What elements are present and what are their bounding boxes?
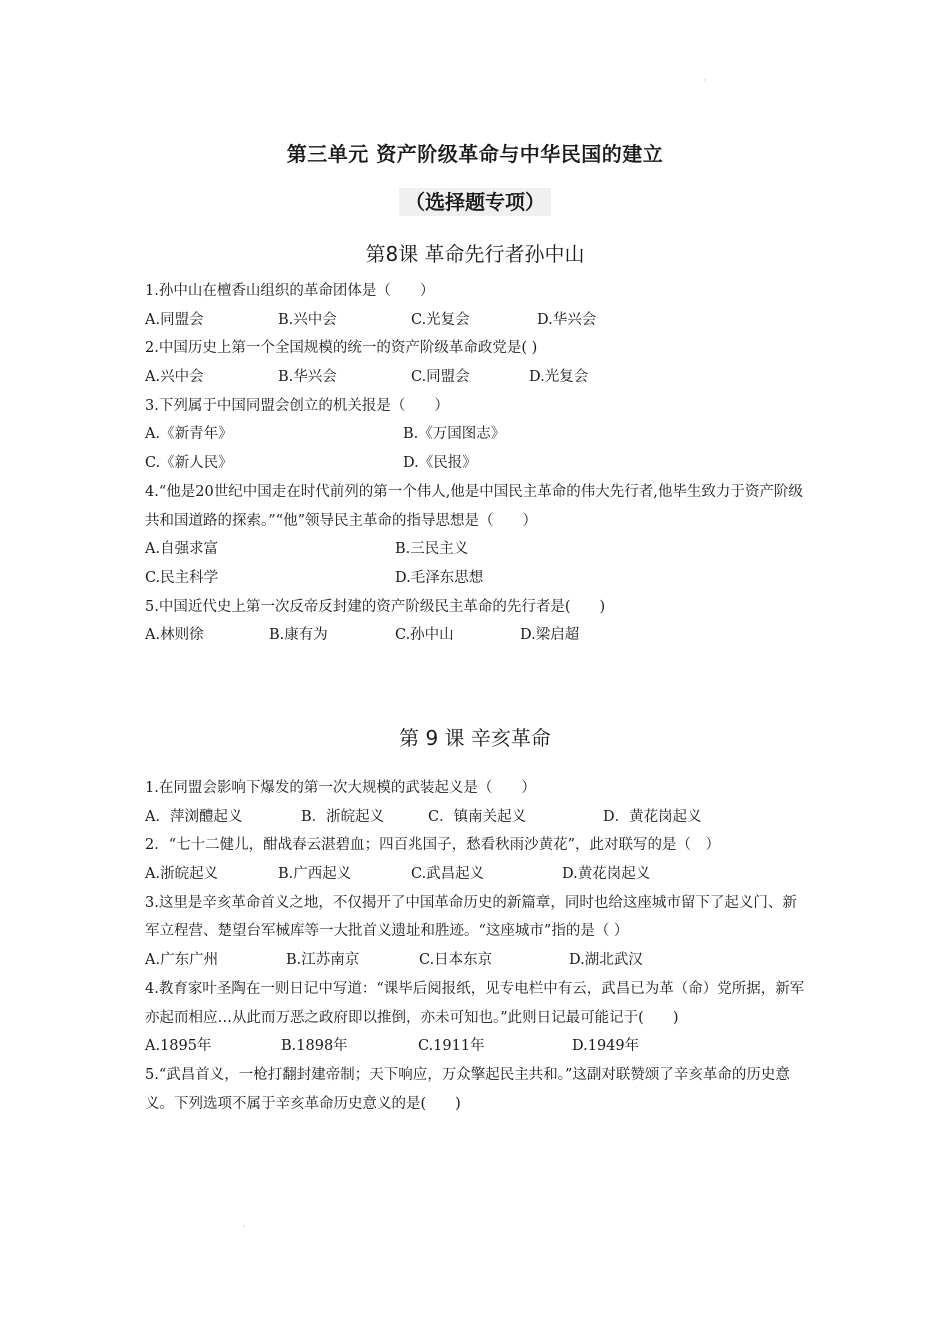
lesson8-questions — [145, 277, 811, 650]
question-options — [145, 860, 811, 889]
question-options — [145, 420, 811, 449]
option-c: C.民主科学 — [145, 569, 219, 586]
question-options — [145, 564, 811, 593]
question-options — [145, 946, 811, 975]
option-d: D.黄花岗起义 — [562, 866, 651, 883]
question-stem: 3.下列属于中国同盟会创立的机关报是（ ） — [145, 397, 449, 414]
option-b: B.《万国图志》 — [403, 426, 506, 443]
option-c: C.1911年 — [418, 1038, 485, 1055]
option-a: A.浙皖起义 — [145, 866, 219, 883]
question-stem: 1.孙中山在檀香山组织的革命团体是（ ） — [145, 283, 435, 299]
subtitle-text: （选择题专项） — [399, 188, 551, 216]
option-a: A.广东广州 — [145, 952, 219, 969]
option-d: D.《民报》 — [403, 455, 477, 472]
option-c: C.同盟会 — [411, 369, 470, 386]
option-c: C.光复会 — [411, 311, 470, 328]
option-c: C.日本东京 — [419, 952, 493, 969]
page-subtitle — [0, 186, 950, 215]
scan-speck: · — [243, 1222, 246, 1231]
question-options — [145, 306, 811, 335]
lesson9-questions — [145, 774, 811, 1118]
option-c: C.《新人民》 — [145, 455, 233, 472]
lesson8-title: 第8课 革命先行者孙中山 — [365, 242, 585, 266]
question-options — [145, 363, 811, 392]
question-stem: 1.在同盟会影响下爆发的第一次大规模的武装起义是（ ） — [145, 780, 536, 796]
option-d: D.毛泽东思想 — [395, 569, 484, 586]
option-d: D.1949年 — [572, 1038, 640, 1055]
question-stem: 4.“他是20世纪中国走在时代前列的第一个伟人,他是中国民主革命的伟大先行者,他毕生致力于资产阶级共和国道路的探索。”“他”领导民主革命的指导思想是（ ） — [145, 483, 803, 529]
option-a: A.林则徐 — [145, 627, 204, 644]
option-a: A．萍浏醴起义 — [145, 808, 243, 825]
option-c: C.孙中山 — [395, 627, 454, 644]
option-b: B.华兴会 — [278, 369, 337, 386]
question-stem: 3.这里是辛亥革命首义之地，不仅揭开了中国革命历史的新篇章，同时也给这座城市留下了起义门、新军立程营、楚望台军械库等一大批首义遗址和胜迹。“这座城市”指的是（ ） — [145, 894, 797, 940]
option-d: D.华兴会 — [537, 311, 597, 328]
question-options — [145, 803, 811, 832]
option-b: B.三民主义 — [395, 541, 469, 558]
option-d: D.光复会 — [529, 369, 589, 386]
option-b: B.康有为 — [269, 627, 328, 644]
page-title: 第三单元 资产阶级革命与中华民国的建立 — [286, 142, 664, 166]
question-stem: 2．“七十二健儿，酣战春云湛碧血；四百兆国子，愁看秋雨沙黄花”，此对联写的是（ ） — [145, 837, 721, 854]
question-options — [145, 449, 811, 478]
question-options — [145, 535, 811, 564]
option-b: B.兴中会 — [278, 311, 337, 328]
question-stem: 2.中国历史上第一个全国规模的统一的资产阶级革命政党是( ) — [145, 340, 538, 357]
option-d: D.湖北武汉 — [569, 952, 643, 969]
option-b: B.广西起义 — [278, 866, 352, 883]
option-c: C．镇南关起义 — [428, 808, 527, 825]
option-a: A.兴中会 — [145, 369, 204, 386]
question-stem: 4.教育家叶圣陶在一则日记中写道：“课毕后阅报纸，见专电栏中有云，武昌已为革（命）党所据，新军亦起而相应…从此而万恶之政府即以推倒，亦未可知也。”此则日记最可能记于( ) — [145, 980, 805, 1026]
option-d: D．黄花岗起义 — [603, 808, 702, 825]
question-options — [145, 1032, 811, 1061]
lesson9-title: 第 9 课 辛亥革命 — [399, 726, 551, 750]
option-a: A.1895年 — [145, 1038, 212, 1055]
option-b: B.1898年 — [281, 1038, 348, 1055]
option-a: A.《新青年》 — [145, 426, 233, 443]
question-options — [145, 621, 811, 650]
option-b: B.江苏南京 — [286, 952, 360, 969]
question-stem: 5.“武昌首义，一枪打翻封建帝制；天下响应，万众擎起民主共和。”这副对联赞颂了辛亥革命的历史意义。下列选项不属于辛亥革命历史意义的是( ) — [145, 1066, 790, 1112]
option-c: C.武昌起义 — [411, 866, 485, 883]
option-d: D.梁启超 — [520, 627, 580, 644]
option-a: A.自强求富 — [145, 541, 219, 558]
scan-speck: · — [703, 76, 706, 85]
question-stem: 5.中国近代史上第一次反帝反封建的资产阶级民主革命的先行者是( ) — [145, 598, 606, 615]
option-a: A.同盟会 — [145, 311, 204, 328]
option-b: B．浙皖起义 — [301, 808, 385, 825]
